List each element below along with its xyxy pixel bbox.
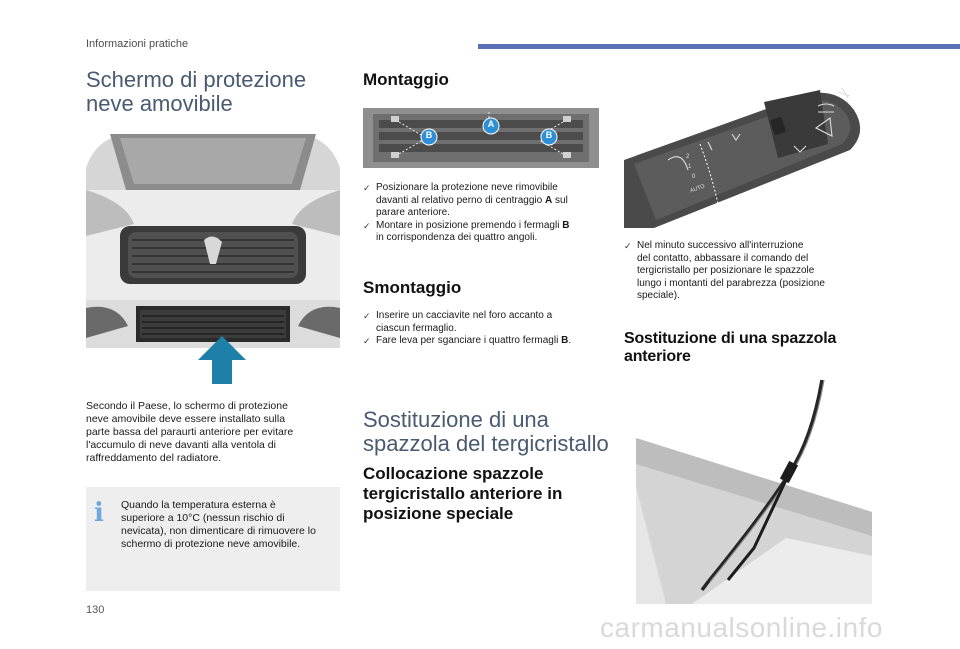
label-b-right: B (545, 130, 553, 140)
title-line: Schermo di protezione (86, 67, 307, 92)
montaggio-title: Montaggio (363, 70, 449, 89)
list-item: ✓ Posizionare la protezione neve rimovibile davanti al relativo perno di centraggio A sul parare anteriore. (363, 182, 613, 220)
intro-paragraph (86, 400, 340, 465)
stalk-label-one: 1 (688, 164, 692, 170)
stalk-label-auto: AUTO (689, 183, 706, 195)
paragraph-line: Secondo il Paese, lo schermo di protezione (86, 400, 288, 412)
front-blade-title: Sostituzione di una spazzola anteriore (624, 330, 837, 365)
wiper-blade-image (636, 376, 872, 604)
section-label: Informazioni pratiche (86, 38, 189, 50)
label-a: A (487, 119, 495, 129)
info-line: superiore a 10°C (nessun rischio di (121, 512, 285, 524)
wiper-stalk-image (624, 88, 874, 228)
smontaggio-list (363, 310, 613, 348)
title-line: neve amovibile (86, 91, 233, 116)
paragraph-line: l'accumulo di neve davanti alla ventola di (86, 439, 276, 451)
watermark: carmanualsonline.info (600, 612, 883, 643)
info-box (86, 487, 340, 591)
stalk-label-two: 2 (686, 154, 690, 160)
section-title: Sostituzione di una spazzola del tergicristallo (363, 407, 609, 456)
list-item: ✓ Inserire un cacciavite nel foro accanto a ciascun fermaglio. (363, 310, 613, 335)
page-title (86, 68, 346, 116)
smontaggio-title: Smontaggio (363, 278, 462, 297)
subsection-title: Collocazione spazzole tergicristallo anteriore in posizione speciale (363, 464, 563, 523)
info-line: Quando la temperatura esterna è (121, 499, 276, 511)
list-item: ✓ Fare leva per sganciare i quattro fermagli B. (363, 335, 613, 348)
info-line: schermo di protezione neve amovibile. (121, 538, 301, 550)
montaggio-list (363, 182, 613, 245)
paragraph-line: raffreddamento del radiatore. (86, 452, 222, 464)
info-line: nevicata), non dimenticare di rimuovere lo (121, 525, 316, 537)
snow-screen-diagram (363, 108, 599, 168)
info-text (121, 499, 333, 551)
special-position-list (624, 240, 884, 303)
page-number: 130 (86, 604, 105, 616)
list-item: ✓ Montare in posizione premendo i fermagli B in corrispondenza dei quattro angoli. (363, 220, 613, 245)
header-bar (478, 44, 960, 49)
info-icon: i (94, 498, 104, 528)
car-front-image (86, 128, 340, 386)
list-item: ✓ Nel minuto successivo all'interruzione del contatto, abbassare il comando del tergicristallo per posizionare le spazzole lungo i montanti del parabrezza (posizione speciale). (624, 240, 884, 303)
paragraph-line: neve amovibile deve essere installato sulla (86, 413, 286, 425)
stalk-label-zero: 0 (692, 174, 696, 180)
paragraph-line: parte bassa del paraurti anteriore per evitare (86, 426, 294, 438)
label-b-left: B (425, 130, 433, 140)
